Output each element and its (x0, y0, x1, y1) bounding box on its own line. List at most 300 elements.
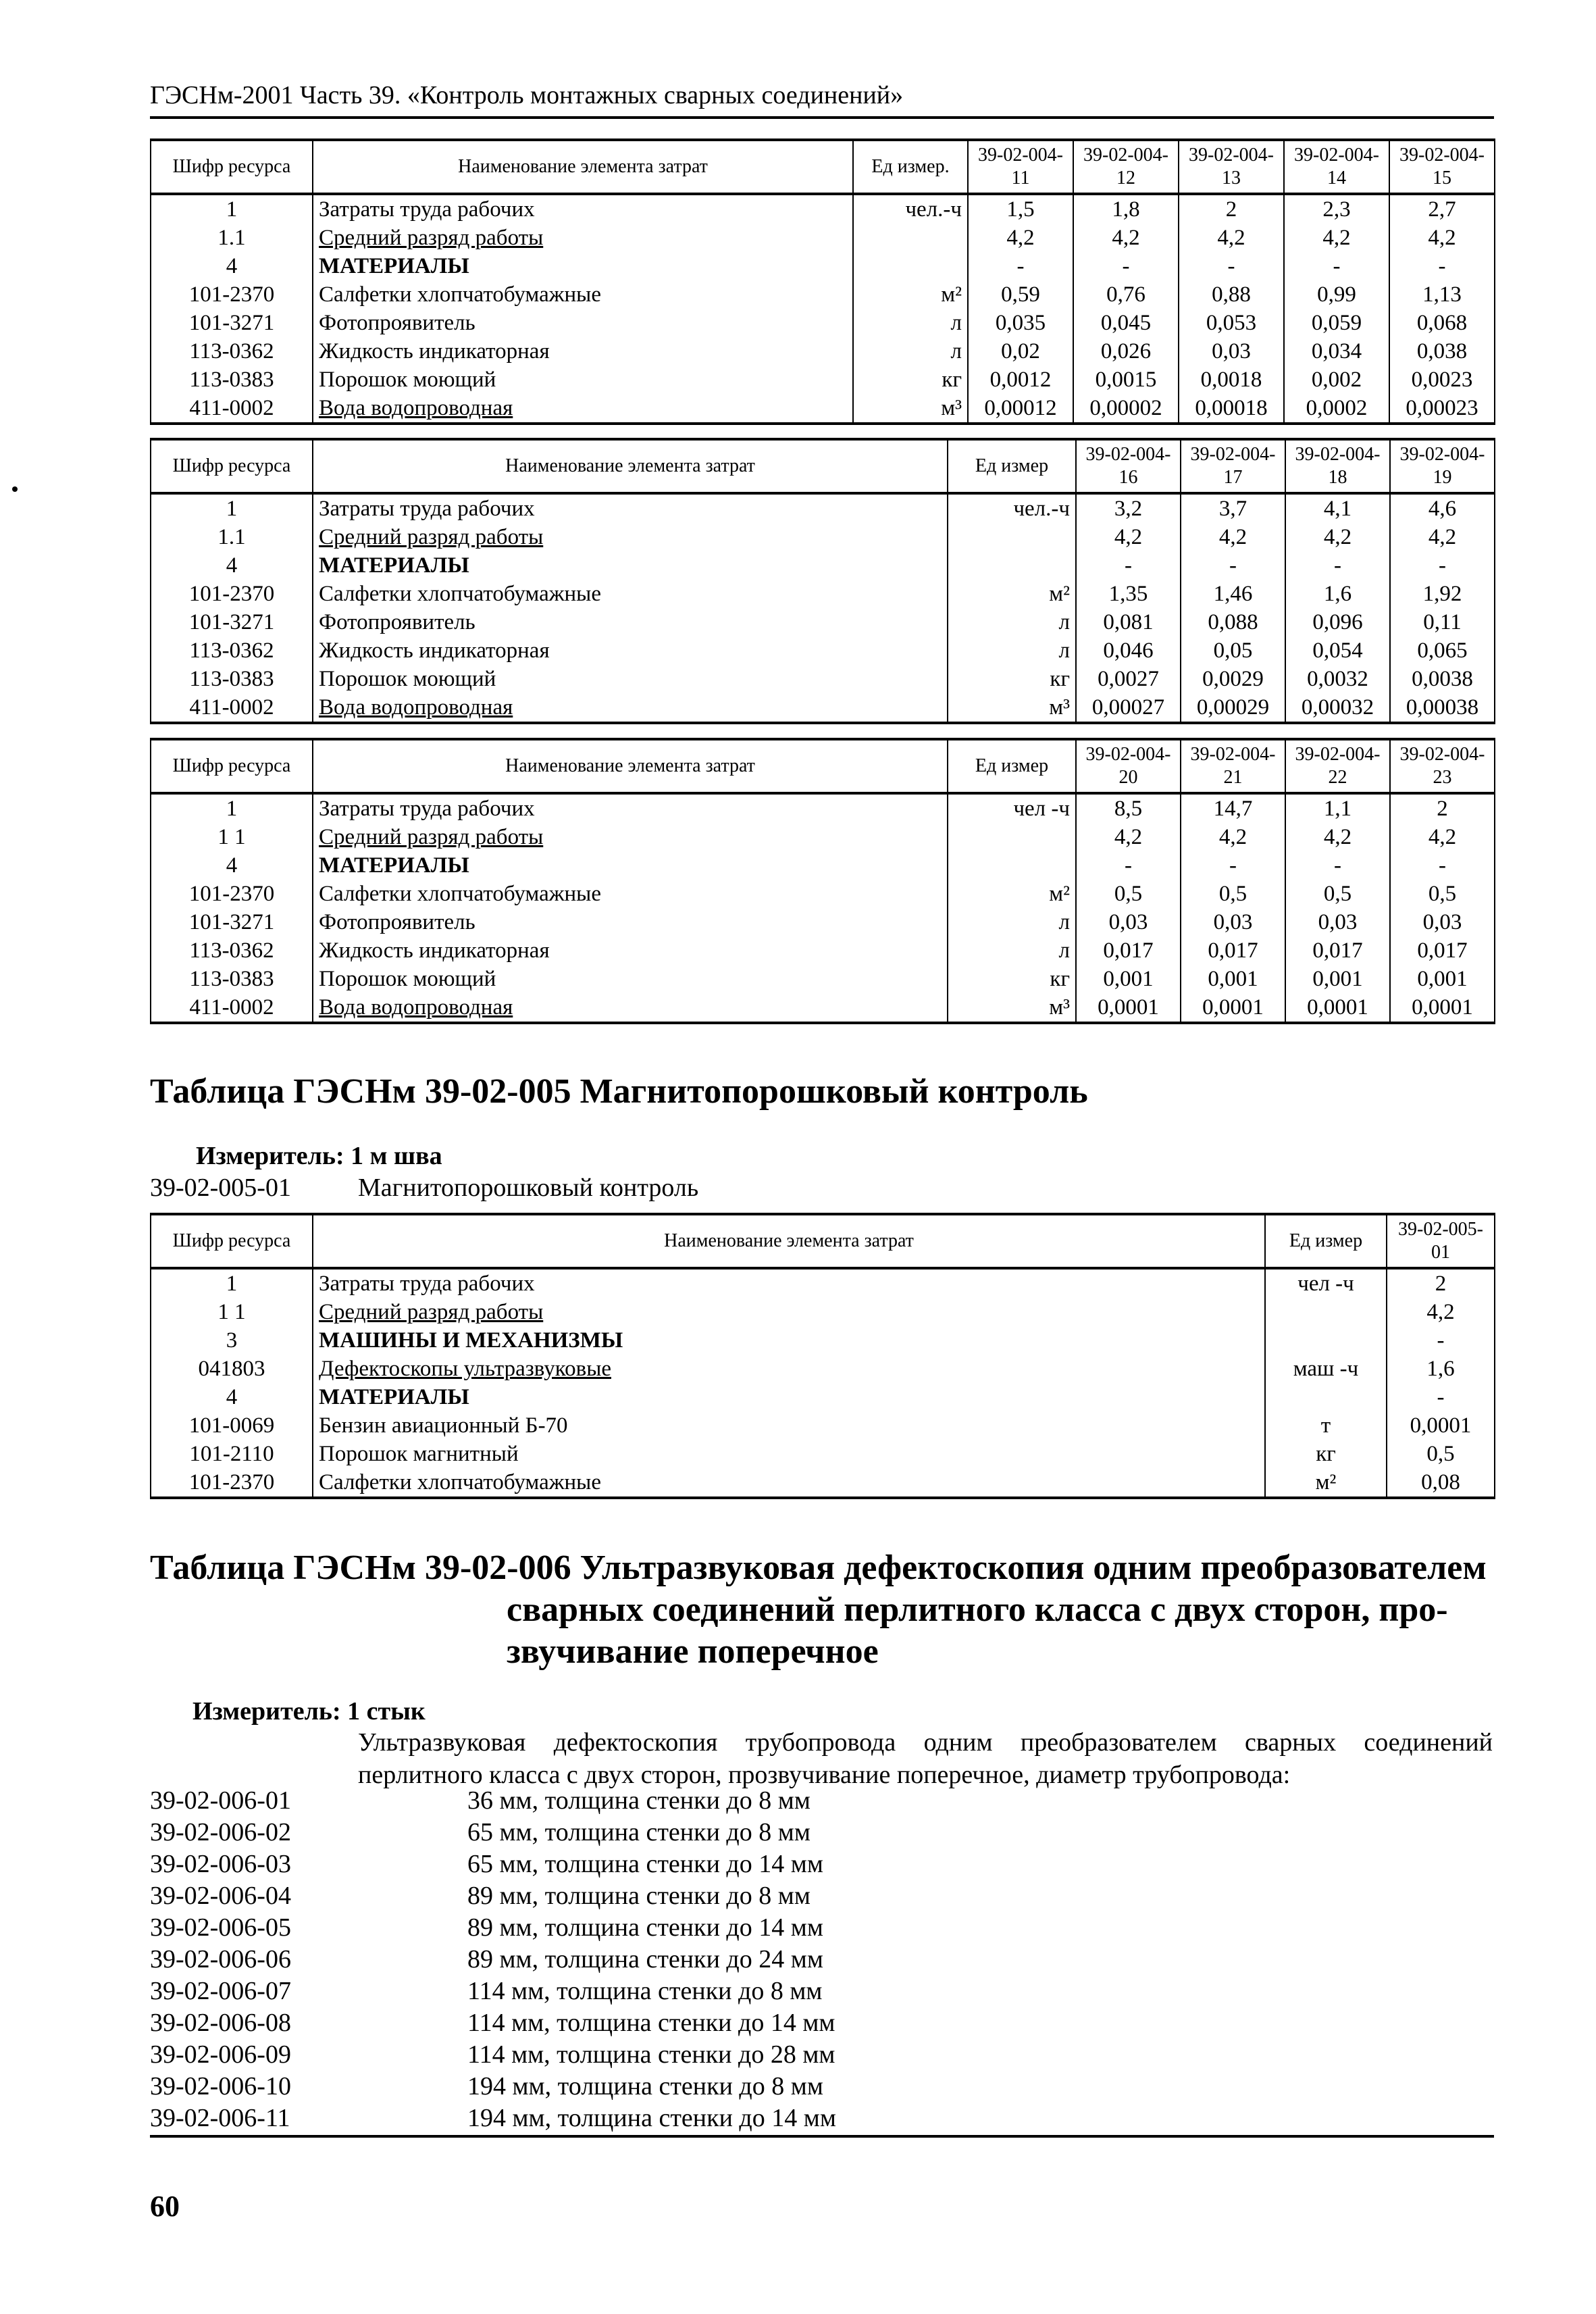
header-code: Шифр ресурса (151, 739, 313, 793)
cell-unit: чел -ч (948, 793, 1076, 823)
resource-table-004-11-15 (150, 139, 1495, 425)
cell-unit (853, 224, 968, 252)
header-col: 39-02-004-12 (1073, 140, 1179, 194)
cell-value: - (1387, 1383, 1495, 1411)
cell-value: 0,03 (1076, 908, 1181, 936)
table-row (151, 1355, 1495, 1383)
cell-value: 0,11 (1390, 608, 1495, 636)
cell-code: 113-0383 (151, 366, 313, 394)
item-code: 39-02-006-07 (150, 1977, 291, 2005)
item-text: 114 мм, толщина стенки до 28 мм (467, 2040, 835, 2069)
cell-value: 0,0032 (1285, 665, 1390, 693)
cell-value: 4,1 (1285, 493, 1390, 523)
table-row (151, 1440, 1495, 1468)
cell-value: 0,0015 (1073, 366, 1179, 394)
cell-unit: м² (948, 880, 1076, 908)
header-col: 39-02-004-17 (1181, 439, 1285, 493)
cell-unit: м³ (948, 693, 1076, 723)
item-text: 89 мм, толщина стенки до 8 мм (467, 1882, 810, 1910)
cell-name: МАШИНЫ И МЕХАНИЗМЫ (313, 1326, 1265, 1355)
cell-unit: л (853, 337, 968, 366)
cell-code: 1 (151, 1268, 313, 1298)
cell-value: 0,059 (1284, 309, 1389, 337)
cell-value: 0,017 (1390, 936, 1495, 965)
cell-name: Салфетки хлопчатобумажные (313, 280, 853, 309)
header-unit: Ед измер. (853, 140, 968, 194)
cell-name: Фотопроявитель (313, 608, 948, 636)
cell-code: 101-3271 (151, 908, 313, 936)
section-title-005: Таблица ГЭСНм 39-02-005 Магнитопорошковый контроль (150, 1072, 1088, 1111)
table-row (151, 580, 1495, 608)
cell-value: 2,7 (1389, 194, 1495, 224)
cell-name: Вода водопроводная (313, 693, 948, 723)
cell-code: 1 1 (151, 1298, 313, 1326)
cell-unit (948, 551, 1076, 580)
table-row (151, 908, 1495, 936)
cell-value: 0,0023 (1389, 366, 1495, 394)
header-code: Шифр ресурса (151, 1214, 313, 1268)
cell-value: - (1285, 551, 1390, 580)
item-code: 39-02-006-09 (150, 2040, 291, 2069)
cell-unit: чел.-ч (948, 493, 1076, 523)
cell-value: 0,02 (968, 337, 1073, 366)
cell-name: Затраты труда рабочих (313, 493, 948, 523)
cell-value: 1,1 (1285, 793, 1390, 823)
cell-value: - (1076, 551, 1181, 580)
cell-value: 1,13 (1389, 280, 1495, 309)
cell-code: 4 (151, 551, 313, 580)
header-name: Наименование элемента затрат (313, 1214, 1265, 1268)
cell-value: 3,7 (1181, 493, 1285, 523)
item-code-005: 39-02-005-01 (150, 1174, 291, 1202)
table-row (151, 851, 1495, 880)
table-row (151, 394, 1495, 424)
header-name: Наименование элемента затрат (313, 140, 853, 194)
cell-value: 4,2 (1179, 224, 1284, 252)
cell-unit: кг (1265, 1440, 1387, 1468)
cell-value: 14,7 (1181, 793, 1285, 823)
cell-name: Средний разряд работы (313, 1298, 1265, 1326)
cell-value: 4,2 (1073, 224, 1179, 252)
cell-value: 4,2 (1390, 523, 1495, 551)
meter-label: Измеритель: (196, 1142, 344, 1170)
cell-value: 0,0002 (1284, 394, 1389, 424)
cell-name: Жидкость индикаторная (313, 636, 948, 665)
meter-label: Измеритель: (192, 1697, 341, 1726)
cell-value: 0,5 (1181, 880, 1285, 908)
meter-value: 1 стык (347, 1697, 426, 1726)
cell-value: 0,0001 (1076, 993, 1181, 1023)
cell-value: 0,03 (1179, 337, 1284, 366)
table-row (151, 493, 1495, 523)
cell-value: 0,59 (968, 280, 1073, 309)
header-col: 39-02-004-23 (1390, 739, 1495, 793)
cell-code: 101-2370 (151, 1468, 313, 1498)
header-unit: Ед измер (1265, 1214, 1387, 1268)
cell-value: 0,03 (1390, 908, 1495, 936)
cell-name: Затраты труда рабочих (313, 1268, 1265, 1298)
cell-name: Порошок моющий (313, 366, 853, 394)
cell-value: 0,045 (1073, 309, 1179, 337)
cell-value: 0,05 (1181, 636, 1285, 665)
cell-unit: чел.-ч (853, 194, 968, 224)
item-code: 39-02-006-04 (150, 1882, 291, 1910)
cell-value: 1,6 (1387, 1355, 1495, 1383)
item-code: 39-02-006-10 (150, 2072, 291, 2101)
meter-line-005 (196, 1140, 442, 1172)
table-row (151, 523, 1495, 551)
cell-value: 4,2 (1387, 1298, 1495, 1326)
cell-value: 0,08 (1387, 1468, 1495, 1498)
cell-code: 411-0002 (151, 993, 313, 1023)
cell-unit: т (1265, 1411, 1387, 1440)
cell-value: - (1389, 252, 1495, 280)
cell-value: 1,92 (1390, 580, 1495, 608)
cell-value: 0,046 (1076, 636, 1181, 665)
item-text: 194 мм, толщина стенки до 8 мм (467, 2072, 823, 2101)
header-col: 39-02-004-11 (968, 140, 1073, 194)
cell-value: 1,35 (1076, 580, 1181, 608)
list-item (150, 1976, 1494, 2007)
cell-name: МАТЕРИАЛЫ (313, 1383, 1265, 1411)
cell-name: Салфетки хлопчатобумажные (313, 1468, 1265, 1498)
item-text: 89 мм, толщина стенки до 14 мм (467, 1913, 823, 1942)
cell-name: Вода водопроводная (313, 993, 948, 1023)
cell-value: 0,00038 (1390, 693, 1495, 723)
cell-unit: м² (1265, 1468, 1387, 1498)
header-col: 39-02-004-19 (1390, 439, 1495, 493)
cell-value: - (1181, 851, 1285, 880)
cell-value: 0,001 (1285, 965, 1390, 993)
cell-unit: л (948, 936, 1076, 965)
cell-value: - (1284, 252, 1389, 280)
table-row (151, 224, 1495, 252)
cell-value: 0,001 (1181, 965, 1285, 993)
cell-value: - (1390, 851, 1495, 880)
cell-value: 0,017 (1076, 936, 1181, 965)
table-row (151, 337, 1495, 366)
cell-unit (1265, 1298, 1387, 1326)
cell-name: Жидкость индикаторная (313, 936, 948, 965)
cell-value: 4,2 (1181, 823, 1285, 851)
header-col: 39-02-004-22 (1285, 739, 1390, 793)
cell-value: 1,8 (1073, 194, 1179, 224)
cell-value: - (1181, 551, 1285, 580)
cell-name: Затраты труда рабочих (313, 793, 948, 823)
list-item (150, 1785, 1494, 1817)
header-name: Наименование элемента затрат (313, 439, 948, 493)
table-row (151, 936, 1495, 965)
header-col: 39-02-004-18 (1285, 439, 1390, 493)
table-row (151, 793, 1495, 823)
cell-code: 411-0002 (151, 693, 313, 723)
list-item (150, 2007, 1494, 2039)
resource-table-004-20-23 (150, 738, 1495, 1024)
cell-value: 2 (1390, 793, 1495, 823)
cell-unit: м³ (948, 993, 1076, 1023)
cell-name: Фотопроявитель (313, 908, 948, 936)
cell-unit (853, 252, 968, 280)
list-item (150, 1817, 1494, 1848)
cell-value: 4,2 (1284, 224, 1389, 252)
cell-value: 4,6 (1390, 493, 1495, 523)
cell-code: 113-0383 (151, 965, 313, 993)
list-item (150, 2071, 1494, 2103)
table-row (151, 965, 1495, 993)
header-col: 39-02-004-21 (1181, 739, 1285, 793)
cell-value: 0,0001 (1285, 993, 1390, 1023)
table-row (151, 993, 1495, 1023)
cell-value: - (1179, 252, 1284, 280)
cell-value: 0,0001 (1387, 1411, 1495, 1440)
table-row (151, 1468, 1495, 1498)
cell-name: Вода водопроводная (313, 394, 853, 424)
cell-value: 0,99 (1284, 280, 1389, 309)
table-row (151, 823, 1495, 851)
cell-value: 0,5 (1285, 880, 1390, 908)
cell-code: 1 (151, 793, 313, 823)
header-col: 39-02-005-01 (1387, 1214, 1495, 1268)
section-title-006-line2: сварных соединений перлитного класса с двух сторон, про- (507, 1590, 1448, 1629)
cell-code: 3 (151, 1326, 313, 1355)
cell-code: 411-0002 (151, 394, 313, 424)
header-col: 39-02-004-20 (1076, 739, 1181, 793)
cell-code: 4 (151, 1383, 313, 1411)
cell-code: 101-2110 (151, 1440, 313, 1468)
cell-unit: м² (948, 580, 1076, 608)
cell-value: 0,0001 (1390, 993, 1495, 1023)
table-header-row (151, 439, 1495, 493)
cell-value: 0,5 (1390, 880, 1495, 908)
table-row (151, 194, 1495, 224)
cell-value: 4,2 (1390, 823, 1495, 851)
page-number: 60 (150, 2190, 180, 2223)
cell-code: 1.1 (151, 224, 313, 252)
cell-unit (1265, 1383, 1387, 1411)
table-row (151, 551, 1495, 580)
item-code: 39-02-006-01 (150, 1786, 291, 1815)
cell-unit (948, 523, 1076, 551)
cell-value: 0,065 (1390, 636, 1495, 665)
cell-value: 0,053 (1179, 309, 1284, 337)
cell-value: - (1387, 1326, 1495, 1355)
table-row (151, 309, 1495, 337)
cell-value: 0,00027 (1076, 693, 1181, 723)
cell-code: 4 (151, 252, 313, 280)
cell-value: - (1073, 252, 1179, 280)
cell-value: 0,017 (1285, 936, 1390, 965)
cell-value: 0,0029 (1181, 665, 1285, 693)
cell-value: 0,88 (1179, 280, 1284, 309)
cell-value: 4,2 (1285, 523, 1390, 551)
list-item (150, 1944, 1494, 1976)
cell-code: 041803 (151, 1355, 313, 1383)
table-header-row (151, 739, 1495, 793)
cell-name: Затраты труда рабочих (313, 194, 853, 224)
table-row (151, 1268, 1495, 1298)
item-code: 39-02-006-11 (150, 2104, 290, 2132)
item-code: 39-02-006-08 (150, 2009, 291, 2037)
table-row (151, 1383, 1495, 1411)
cell-unit (948, 851, 1076, 880)
header-col: 39-02-004-16 (1076, 439, 1181, 493)
cell-value: 1,46 (1181, 580, 1285, 608)
item-text: 114 мм, толщина стенки до 14 мм (467, 2009, 835, 2037)
table-row (151, 366, 1495, 394)
cell-value: 0,0027 (1076, 665, 1181, 693)
list-item (150, 1848, 1494, 1880)
cell-code: 113-0362 (151, 337, 313, 366)
cell-value: 0,0001 (1181, 993, 1285, 1023)
item-text: 89 мм, толщина стенки до 24 мм (467, 1945, 823, 1973)
cell-name: Бензин авиационный Б-70 (313, 1411, 1265, 1440)
list-item (150, 2103, 1494, 2134)
cell-name: Средний разряд работы (313, 523, 948, 551)
item-text: 114 мм, толщина стенки до 8 мм (467, 1977, 823, 2005)
header-col: 39-02-004-14 (1284, 140, 1389, 194)
cell-name: МАТЕРИАЛЫ (313, 851, 948, 880)
cell-name: Салфетки хлопчатобумажные (313, 880, 948, 908)
table-row (151, 1411, 1495, 1440)
cell-value: 2,3 (1284, 194, 1389, 224)
cell-value: 4,2 (1076, 823, 1181, 851)
cell-value: 4,2 (1181, 523, 1285, 551)
cell-value: - (1285, 851, 1390, 880)
section-title-006-line3: звучивание поперечное (507, 1632, 879, 1671)
cell-unit: л (948, 608, 1076, 636)
table-header-row (151, 1214, 1495, 1268)
cell-code: 1 (151, 493, 313, 523)
cell-unit: м² (853, 280, 968, 309)
cell-value: 0,0038 (1390, 665, 1495, 693)
cell-value: 0,035 (968, 309, 1073, 337)
cell-value: 0,5 (1076, 880, 1181, 908)
cell-value: 0,038 (1389, 337, 1495, 366)
cell-code: 1 1 (151, 823, 313, 851)
item-code: 39-02-006-03 (150, 1850, 291, 1878)
cell-name: Дефектоскопы ультразвуковые (313, 1355, 1265, 1383)
cell-value: 2 (1387, 1268, 1495, 1298)
cell-value: 0,002 (1284, 366, 1389, 394)
cell-value: 0,054 (1285, 636, 1390, 665)
cell-unit (948, 823, 1076, 851)
cell-code: 101-2370 (151, 580, 313, 608)
list-item (150, 1912, 1494, 1944)
bottom-rule (150, 2135, 1494, 2138)
cell-name: Порошок моющий (313, 965, 948, 993)
cell-code: 101-3271 (151, 608, 313, 636)
cell-value: 0,00029 (1181, 693, 1285, 723)
cell-value: 0,0018 (1179, 366, 1284, 394)
cell-value: 0,096 (1285, 608, 1390, 636)
cell-unit: кг (853, 366, 968, 394)
cell-value: 0,0012 (968, 366, 1073, 394)
list-item (150, 2039, 1494, 2071)
cell-value: 0,001 (1390, 965, 1495, 993)
cell-value: - (1076, 851, 1181, 880)
cell-name: Салфетки хлопчатобумажные (313, 580, 948, 608)
cell-value: 0,03 (1285, 908, 1390, 936)
item-code: 39-02-006-05 (150, 1913, 291, 1942)
cell-value: 0,001 (1076, 965, 1181, 993)
cell-value: 4,2 (1285, 823, 1390, 851)
header-unit: Ед измер (948, 439, 1076, 493)
cell-value: 0,034 (1284, 337, 1389, 366)
cell-value: 4,2 (1076, 523, 1181, 551)
cell-value: 0,76 (1073, 280, 1179, 309)
cell-code: 113-0362 (151, 936, 313, 965)
table-row (151, 1326, 1495, 1355)
cell-value: 4,2 (1389, 224, 1495, 252)
cell-code: 101-2370 (151, 280, 313, 309)
cell-name: Фотопроявитель (313, 309, 853, 337)
meter-line-006 (192, 1696, 426, 1727)
cell-name: Порошок моющий (313, 665, 948, 693)
item-code: 39-02-006-02 (150, 1818, 291, 1846)
cell-value: 0,017 (1181, 936, 1285, 965)
table-row (151, 252, 1495, 280)
cell-name: Средний разряд работы (313, 823, 948, 851)
cell-unit: кг (948, 665, 1076, 693)
cell-unit: л (948, 908, 1076, 936)
cell-name: Средний разряд работы (313, 224, 853, 252)
cell-value: 4,2 (968, 224, 1073, 252)
cell-value: 1,6 (1285, 580, 1390, 608)
cell-code: 101-2370 (151, 880, 313, 908)
header-name: Наименование элемента затрат (313, 739, 948, 793)
cell-value: - (968, 252, 1073, 280)
header-code: Шифр ресурса (151, 140, 313, 194)
cell-value: 0,026 (1073, 337, 1179, 366)
item-text: 36 мм, толщина стенки до 8 мм (467, 1786, 810, 1815)
cell-name: Жидкость индикаторная (313, 337, 853, 366)
cell-code: 1.1 (151, 523, 313, 551)
cell-name: МАТЕРИАЛЫ (313, 252, 853, 280)
cell-code: 4 (151, 851, 313, 880)
scan-dot (12, 486, 18, 492)
cell-name: МАТЕРИАЛЫ (313, 551, 948, 580)
cell-code: 113-0362 (151, 636, 313, 665)
cell-unit: кг (948, 965, 1076, 993)
cell-value: 0,03 (1181, 908, 1285, 936)
resource-table-004-16-19 (150, 438, 1495, 724)
cell-value: 1,5 (968, 194, 1073, 224)
table-row (151, 880, 1495, 908)
list-item (150, 1880, 1494, 1912)
table-row (151, 636, 1495, 665)
item-text: 65 мм, толщина стенки до 14 мм (467, 1850, 823, 1878)
item-text: 194 мм, толщина стенки до 14 мм (467, 2104, 836, 2132)
item-text: 65 мм, толщина стенки до 8 мм (467, 1818, 810, 1846)
cell-value: 0,00002 (1073, 394, 1179, 424)
cell-value: 2 (1179, 194, 1284, 224)
item-name-005: Магнитопорошковый контроль (358, 1174, 699, 1202)
table-row (151, 1298, 1495, 1326)
resource-table-005-01 (150, 1213, 1495, 1499)
item-list-006 (150, 1785, 1494, 2134)
cell-value: 0,00012 (968, 394, 1073, 424)
cell-value: 0,081 (1076, 608, 1181, 636)
header-code: Шифр ресурса (151, 439, 313, 493)
header-unit: Ед измер (948, 739, 1076, 793)
table-row (151, 280, 1495, 309)
cell-unit: л (853, 309, 968, 337)
cell-value: 0,088 (1181, 608, 1285, 636)
header-col: 39-02-004-15 (1389, 140, 1495, 194)
cell-value: - (1390, 551, 1495, 580)
cell-code: 113-0383 (151, 665, 313, 693)
cell-value: 0,5 (1387, 1440, 1495, 1468)
